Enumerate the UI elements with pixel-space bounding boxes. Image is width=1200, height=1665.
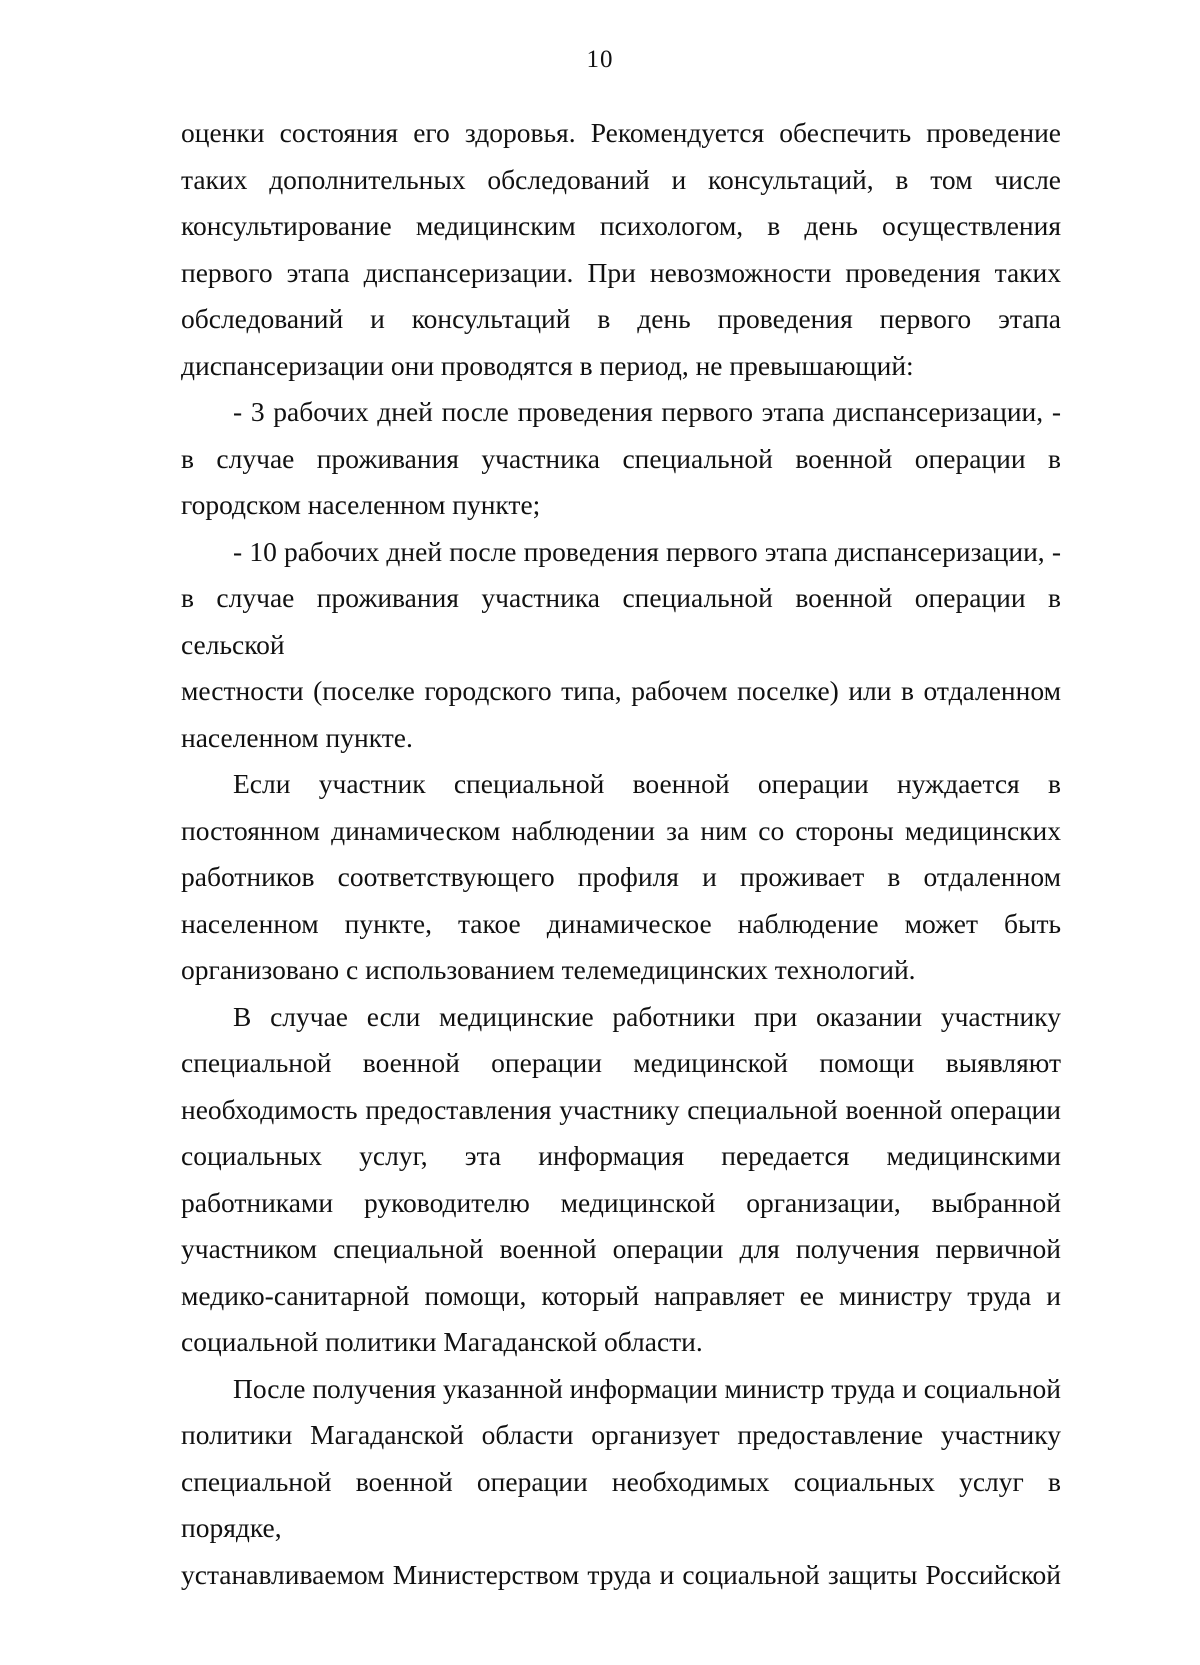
text-line: участником специальной военной операции для получения первичной: [181, 1233, 1061, 1264]
text-line: - 10 рабочих дней после проведения первого этапа диспансеризации, -: [233, 535, 1061, 567]
text-line: работников соответствующего профиля и проживает в отдаленном: [181, 861, 1061, 892]
page-number: 10: [586, 46, 614, 73]
text-line: медико-санитарной помощи, который направляет ее министру труда и: [181, 1279, 1061, 1311]
text-line: После получения указанной информации министр труда и социальной: [233, 1372, 1061, 1404]
list-item-paragraph: [181, 389, 1061, 529]
text-line: организовано с использованием телемедицинских технологий.: [181, 954, 916, 985]
text-line: социальной политики Магаданской области.: [181, 1326, 703, 1357]
body-paragraph: [181, 761, 1061, 994]
text-line: Если участник специальной военной операции нуждается в: [233, 768, 1061, 799]
text-line: политики Магаданской области организует предоставление участнику: [181, 1419, 1061, 1450]
text-line: работниками руководителю медицинской организации, выбранной: [181, 1186, 1061, 1218]
document-body: [181, 110, 1061, 1598]
body-paragraph: [181, 994, 1061, 1366]
text-line: диспансеризации они проводятся в период, не превышающий:: [181, 349, 914, 381]
text-line: обследований и консультаций в день проведения первого этапа: [181, 303, 1061, 334]
text-line: в случае проживания участника специальной военной операции в: [181, 442, 1061, 474]
text-line: - 3 рабочих дней после проведения первого этапа диспансеризации, -: [233, 396, 1061, 427]
text-line: населенном пункте, такое динамическое наблюдение может быть: [181, 907, 1061, 939]
paragraph-continuation: [181, 110, 1061, 389]
text-line: В случае если медицинские работники при оказании участнику: [233, 1000, 1061, 1032]
text-line: постоянном динамическом наблюдении за ним со стороны медицинских: [181, 814, 1061, 846]
text-line: устанавливаемом Министерством труда и социальной защиты Российской: [181, 1558, 1061, 1590]
text-line: первого этапа диспансеризации. При невозможности проведения таких: [181, 256, 1061, 288]
text-line: специальной военной операции необходимых социальных услуг в порядке,: [181, 1465, 1061, 1543]
text-line: местности (поселке городского типа, рабочем поселке) или в отдаленном: [181, 675, 1061, 706]
text-line: специальной военной операции медицинской помощи выявляют: [181, 1047, 1061, 1078]
text-line: необходимость предоставления участнику специальной военной операции: [181, 1093, 1061, 1125]
text-line: городском населенном пункте;: [181, 489, 541, 520]
text-line: оценки состояния его здоровья. Рекомендуется обеспечить проведение: [181, 117, 1061, 148]
body-paragraph: [181, 1366, 1061, 1599]
text-line: таких дополнительных обследований и консультаций, в том числе: [181, 163, 1061, 195]
text-line: консультирование медицинским психологом, в день осуществления: [181, 210, 1061, 241]
text-line: в случае проживания участника специальной военной операции в сельской: [181, 582, 1061, 660]
list-item-paragraph: [181, 529, 1061, 762]
text-line: населенном пункте.: [181, 721, 413, 753]
text-line: социальных услуг, эта информация передается медицинскими: [181, 1140, 1061, 1171]
